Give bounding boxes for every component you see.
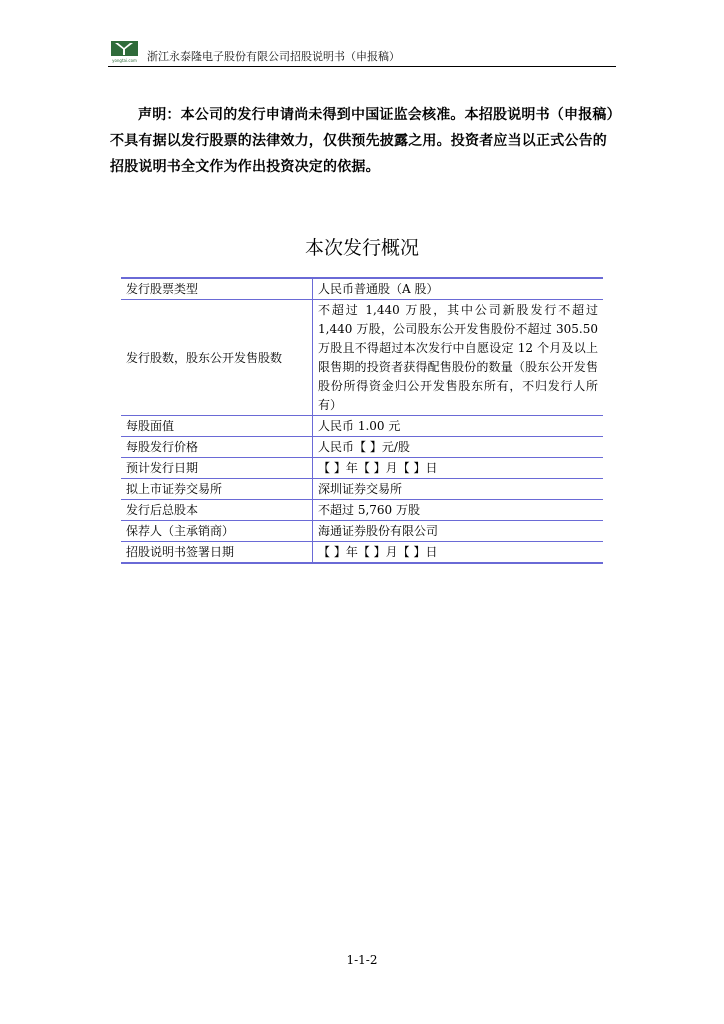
row-label: 每股发行价格 xyxy=(121,437,313,458)
table-row xyxy=(121,437,603,458)
row-label: 预计发行日期 xyxy=(121,458,313,479)
row-value: 人民币 1.00 元 xyxy=(313,416,604,437)
table-row xyxy=(121,458,603,479)
table-row xyxy=(121,479,603,500)
table-row xyxy=(121,278,603,300)
page-title: 本次发行概况 xyxy=(304,237,419,259)
row-label: 发行股数，股东公开发售股数 xyxy=(121,300,313,416)
table-row xyxy=(121,500,603,521)
page-number: 1-1-2 xyxy=(346,953,378,967)
logo-caption: yongtai.com xyxy=(112,58,137,63)
table-row xyxy=(121,521,603,542)
row-label: 保荐人（主承销商） xyxy=(121,521,313,542)
row-label: 拟上市证券交易所 xyxy=(121,479,313,500)
row-value: 深圳证券交易所 xyxy=(313,479,604,500)
row-label: 发行股票类型 xyxy=(121,278,313,300)
row-label: 招股说明书签署日期 xyxy=(121,542,313,564)
disclaimer-statement: 声明：本公司的发行申请尚未得到中国证监会核准。本招股说明书（申报稿）不具有据以发行股票的法律效力，仅供预先披露之用。投资者应当以正式公告的招股说明书全文作为作出投资决定的依据。 xyxy=(110,107,614,175)
table-row xyxy=(121,542,603,564)
row-label: 发行后总股本 xyxy=(121,500,313,521)
row-value: 【 】年【 】月【 】日 xyxy=(313,458,604,479)
row-value: 人民币普通股（A 股） xyxy=(313,278,604,300)
row-value: 人民币【 】元/股 xyxy=(313,437,604,458)
company-logo-icon xyxy=(110,40,140,64)
offering-overview-table xyxy=(121,277,603,564)
page-header xyxy=(108,40,616,67)
row-label: 每股面值 xyxy=(121,416,313,437)
table-row xyxy=(121,416,603,437)
row-value: 不超过 5,760 万股 xyxy=(313,500,604,521)
row-value: 海通证券股份有限公司 xyxy=(313,521,604,542)
header-title: 浙江永泰隆电子股份有限公司招股说明书（申报稿） xyxy=(147,50,400,63)
table-row xyxy=(121,300,603,416)
row-value: 【 】年【 】月【 】日 xyxy=(313,542,604,564)
row-value: 不超过 1,440 万股，其中公司新股发行不超过 1,440 万股，公司股东公开发售股份不超过 305.50 万股且不得超过本次发行中自愿设定 12 个月及以上限售期的投资者获得配售股份的数量（股东公开发售股份所得资金归公开发售股东所有，不归发行人所有） xyxy=(313,300,604,416)
